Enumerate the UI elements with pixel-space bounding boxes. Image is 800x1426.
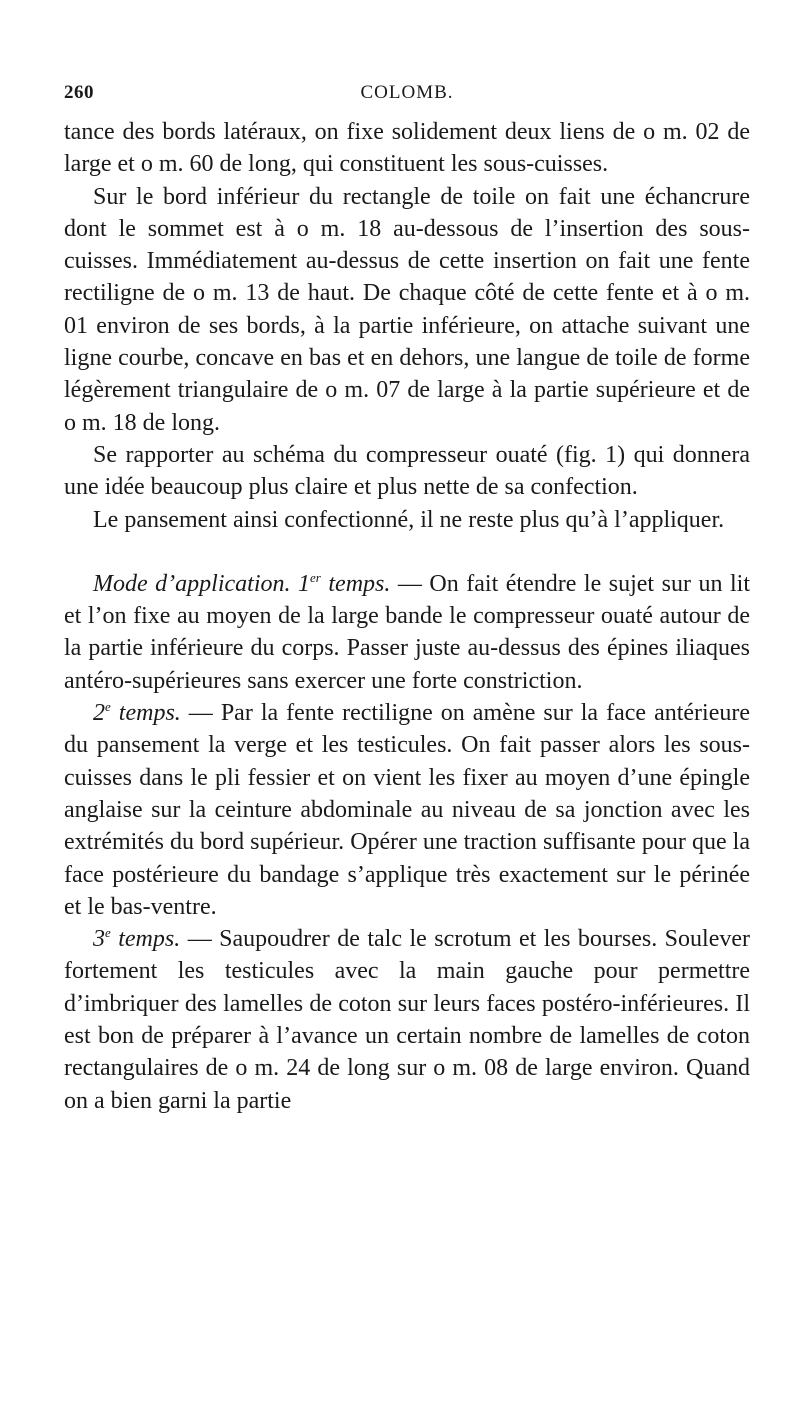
paragraph-schema-reference: Se rapporter au schéma du compresseur ouaté (fig. 1) qui donnera une idée beaucoup plus claire et plus nette de sa confection. — [64, 441, 750, 501]
step-2-paragraph — [64, 697, 750, 923]
running-title: COLOMB. — [360, 82, 454, 103]
step-3-label: 3e temps. — [93, 925, 181, 953]
step-3-paragraph — [64, 923, 750, 1117]
book-page — [64, 82, 750, 1117]
step-1-paragraph — [64, 568, 750, 697]
step-3-text: — Saupoudrer de talc le scrotum et les bourses. Soulever fortement les testicules avec la main gauche pour permettre d’imbriquer des lamelles de coton sur leurs faces postéro-inférieures. Il est bon de préparer à l’avance un certain nombre de lamelles de coton rectangulaires de o m. 24 de long sur o m. 08 de large environ. Quand on a bien garni la partie — [64, 926, 750, 1114]
step-2-label: 2e temps. — [93, 699, 181, 727]
step-1-text: — On fait étendre le sujet sur un lit et l’on fixe au moyen de la large bande le compresseur ouaté autour de la partie inférieure du corps. Passer juste au-dessus des épines iliaques antéro-supérieures sans exercer une forte constriction. — [64, 570, 750, 694]
step-2-text: — Par la fente rectiligne on amène sur la face antérieure du pansement la verge et les testicules. On fait passer alors les sous-cuisses dans le pli fessier et on vient les fixer au moyen d’une épingle anglaise sur la ceinture abdominale au niveau de sa jonction avec les extrémités du bord supérieur. Opérer une traction suffisante pour que la face postérieure du bandage s’applique très exactement sur le périnée et le bas-ventre. — [64, 700, 750, 920]
paragraph-apply-intro: Le pansement ainsi confectionné, il ne reste plus qu’à l’appliquer. — [93, 506, 725, 533]
running-head — [64, 82, 750, 116]
step-1-label: Mode d’application. 1er temps. — [93, 569, 391, 597]
section-gap — [64, 536, 750, 568]
paragraph-echancrure: Sur le bord inférieur du rectangle de toile on fait une échancrure dont le sommet est à o m. 18 au-dessous de l’insertion des sous-cuisses. Immédiatement au-dessus de cette insertion on fait une fente rectiligne de o m. 13 de haut. De chaque côté de cette fente et à o m. 01 environ de ses bords, à la partie inférieure, on attache suivant une ligne courbe, concave en bas et en dehors, une langue de toile de forme légèrement triangulaire de o m. 07 de large à la partie supérieure et de o m. 18 de long. — [64, 183, 750, 436]
page-number: 260 — [64, 82, 94, 103]
paragraph-continuation: tance des bords latéraux, on fixe solidement deux liens de o m. 02 de large et o m. 60 de long, qui constituent les sous-cuisses. — [64, 119, 750, 178]
